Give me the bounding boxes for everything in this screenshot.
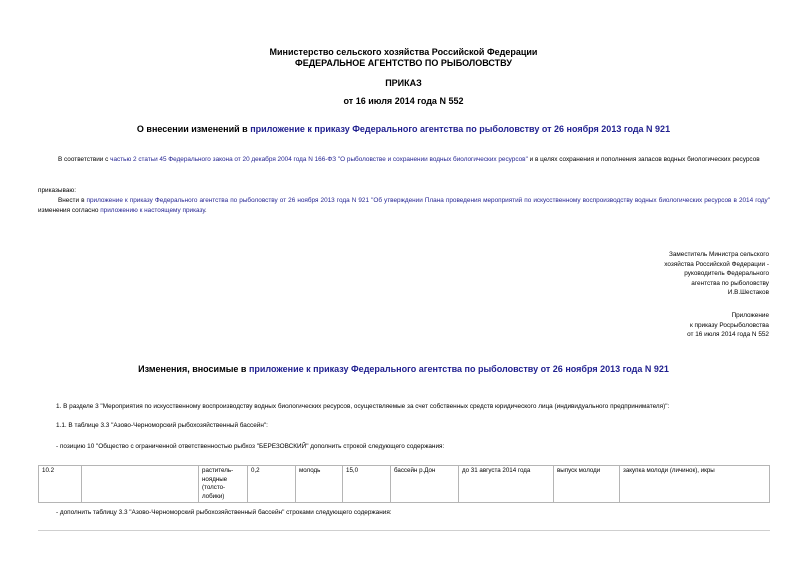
item-position: - позицию 10 "Общество с ограниченной ответственностью рыбхоз "БЕРЕЗОВСКИЙ" дополнить строкой следующего содержания: (56, 443, 445, 450)
table-cell: 0,2 (248, 466, 296, 503)
document-title (0, 124, 807, 134)
signature-line: хозяйства Российской Федерации - (664, 260, 769, 268)
table-row (39, 466, 770, 503)
signature-line: Заместитель Министра сельского (668, 251, 769, 258)
signature-line: агентства по рыболовству (691, 279, 769, 287)
changes-title-link[interactable]: приложение к приказу Федерального агентства по рыболовству от 26 ноября 2013 года N 921 (248, 364, 669, 374)
title-prefix: О внесении изменений в (136, 124, 251, 134)
doc-date-number: от 16 июля 2014 года N 552 (343, 96, 464, 106)
para2-text-end: . (204, 206, 207, 214)
paragraph-basis (38, 155, 770, 165)
law-link[interactable]: частью 2 статьи 45 Федерального закона от 20 декабря 2004 года N 166-ФЗ "О рыболовстве и сохранении водных биологических ресурсов" (110, 156, 528, 163)
doc-type: ПРИКАЗ (385, 78, 422, 88)
para1-text-start: В соответствии с (58, 156, 111, 163)
paragraph-order (38, 196, 770, 215)
order-921-link[interactable]: приложение к приказу Федерального агентства по рыболовству от 26 ноября 2013 года N 921 "Об утверждении Плана проведения мероприятий по искусственному воспроизводству водных биологических ресурсов в 2014 году" (86, 197, 771, 204)
changes-title-prefix: Изменения, вносимые в (138, 364, 249, 374)
appendix-line: от 16 июля 2014 года N 552 (687, 331, 769, 339)
para2-text-mid: изменения согласно (38, 206, 101, 214)
appendix-link[interactable]: приложению к настоящему приказу (100, 206, 205, 214)
table-cell (82, 466, 199, 503)
signature-line: руководитель Федерального (684, 270, 769, 278)
changes-title (0, 364, 807, 374)
item-add: - дополнить таблицу 3.3 "Азово-Черноморский рыбохозяйственный бассейн" строками следующего содержания: (56, 509, 392, 516)
divider (38, 530, 770, 531)
appendix-line: Приложение (731, 312, 769, 319)
table-cell: закупка молоди (личинок), икры (620, 466, 770, 503)
title-link[interactable]: приложение к приказу Федерального агентства по рыболовству от 26 ноября 2013 года N 921 (250, 124, 671, 134)
table-cell: выпуск молоди (554, 466, 620, 503)
item-1: 1. В разделе 3 "Мероприятия по искусственному воспроизводству водных биологических ресурсов, осуществляемые за счет собственных средств юридического лица (индивидуального предпринимателя)": (56, 403, 670, 410)
para2-text-start: Внести в (58, 197, 87, 204)
table-cell: до 31 августа 2014 года (459, 466, 554, 503)
ministry-name: Министерство сельского хозяйства Российской Федерации (269, 47, 538, 57)
order-word: приказываю: (38, 187, 76, 194)
appendix-block (687, 311, 769, 340)
table-cell: раститель- ноядные (толсто- лобики) (199, 466, 248, 503)
signature-block (664, 250, 769, 298)
appendix-line: к приказу Росрыболовства (689, 321, 769, 329)
item-1-1: 1.1. В таблице 3.3 "Азово-Черноморский рыбохозяйственный бассейн": (56, 422, 268, 429)
agency-name: ФЕДЕРАЛЬНОЕ АГЕНТСТВО ПО РЫБОЛОВСТВУ (295, 58, 512, 68)
table-cell: 10.2 (39, 466, 82, 503)
table-cell: 15,0 (343, 466, 391, 503)
signatory-name: И.В.Шестаков (727, 289, 769, 297)
para1-text-end: и в целях сохранения и пополнения запасов водных биологических ресурсов (527, 156, 760, 163)
table-cell: молодь (296, 466, 343, 503)
table-cell: бассейн р.Дон (391, 466, 459, 503)
data-table (38, 465, 770, 503)
